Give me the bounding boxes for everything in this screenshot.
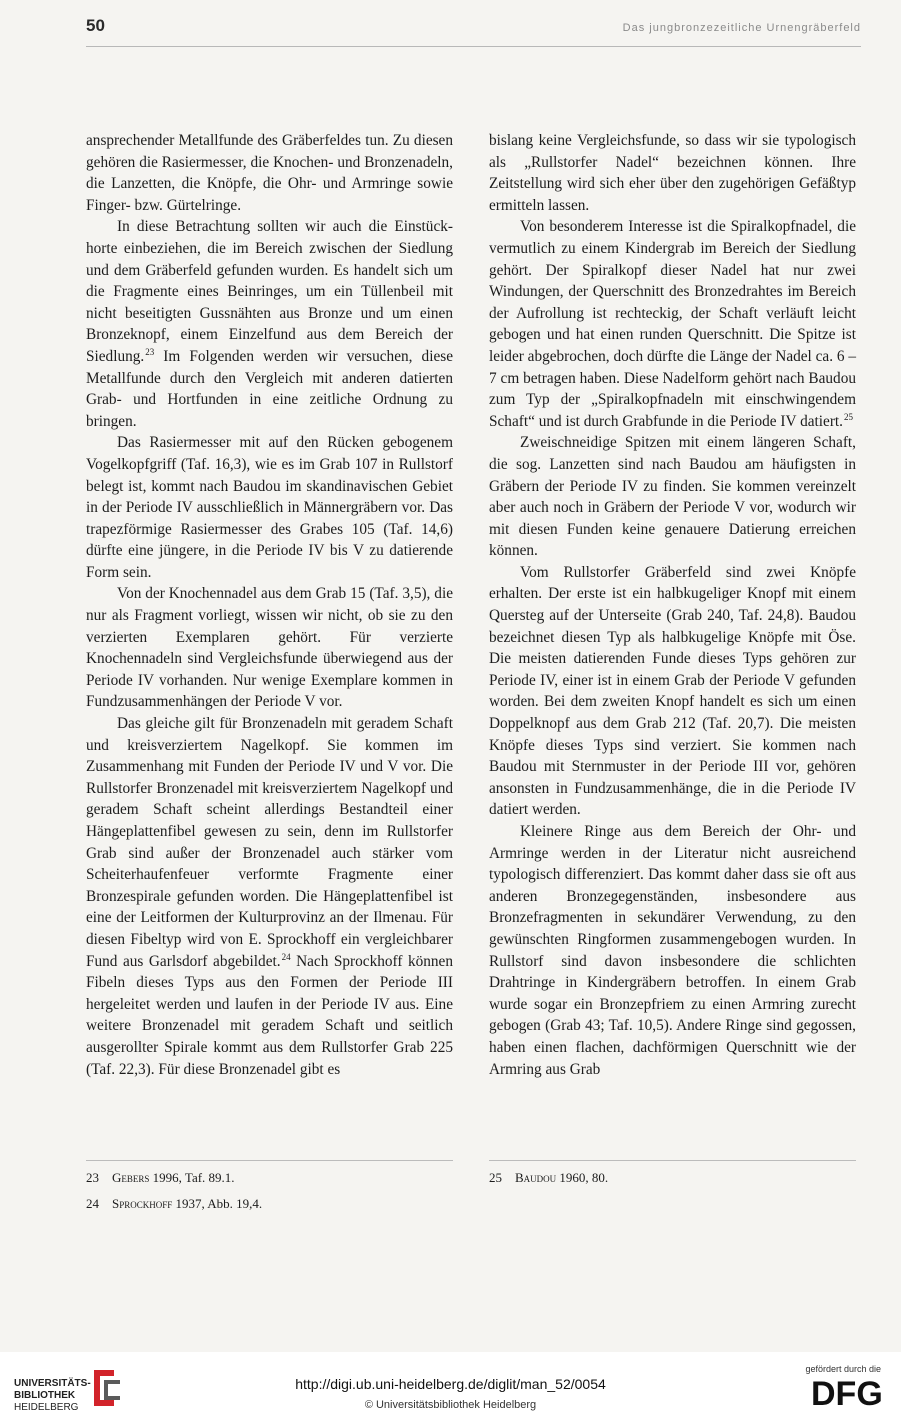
copyright-notice: © Universitätsbibliothek Heidelberg [364, 1399, 537, 1411]
footer-bar [0, 1352, 901, 1422]
page-number: 50 [86, 16, 105, 35]
paragraph: Das gleiche gilt für Bronzenadeln mit geradem Schaft und kreisverziertem Nagelkopf. Sie kommen im Zusammenhang mit Funden der Periode IV und V vor. Die Rullstorfer Bronzenadel mit kreisverziertem Nagelkopf und geradem Schaft scheint allerdings Bestandteil einer Hängeplattenfibel gewesen zu sein, denn im Rullstorfer Grab sind außer der Bronzenadel auch stärker vom Scheiterhaufenfeuer verformte Fragmente einer Bronzespirale gefunden worden. Die Hängeplattenfibel ist eine der Leitformen der Kulturprovinz an der Ilmenau. Für diesen Fibeltyp wird von E. Sprockhoff ein vergleichbarer Fund aus Garlsdorf abgebildet.$^{24}$ Nach Sprockhoff können Fibeln dieses Typs aus den Formen der Periode III hergeleitet werden und laufen in der Periode IV aus. Eine weitere Bronzenadel mit geradem Schaft und seitlich ausgerollter Spirale kommt aus dem Rullstorfer Grab 225 (Taf. 22,3). Für diese Bronzenadel gibt es [86, 715, 453, 1078]
footnote-marker[interactable]: 24 [281, 951, 291, 962]
paragraph: ansprechender Metallfunde des Gräberfeldes tun. Zu diesen gehören die Rasiermesser, die Knochen- und Bronzenadeln, die Lanzetten, die Knöpfe, die Ohr- und Armringe sowie Finger- bzw. Gürtelringe. [86, 132, 453, 214]
dfg-logo-text: DFG [811, 1376, 883, 1408]
footnote-rule [489, 1160, 856, 1161]
footnote-23: 23 Gebers 1996, Taf. 89.1. [86, 1170, 235, 1185]
dfg-logo-icon [811, 1376, 887, 1408]
paragraph: Von der Knochennadel aus dem Grab 15 (Taf. 3,5), die nur als Fragment vorliegt, wissen wir nicht, ob sie zu den verzierten Exemplaren gehört. Für verzierte Knochennadeln sind Vergleichsfunde überwiegend aus der Periode IV vorhanden. Nur wenige Exemplare kommen in Fundzusammenhängen der Periode V vor. [86, 585, 453, 711]
footnotes-right [489, 1168, 856, 1194]
paragraph: Von besonderem Interesse ist die Spiralkopfnadel, die vermutlich zu einem Kindergrab im Bereich der Siedlung gehört. Der Spiralkopf dieser Nadel hat nur zwei Windungen, der Querschnitt des Bronzedrahtes im Bereich der Aufrollung ist rechteckig, der Schaft verläuft leicht gebogen und hat einen runden Querschnitt. Die Spitze ist leider abgebrochen, doch dürfte die Länge der Nadel ca. 6 – 7 cm betragen haben. Diese Nadelform gehört nach Baudou zum Typ der „Spiralkopfnadeln mit einschwingendem Schaft“ und ist durch Grabfunde in die Periode IV datiert.$^{25}$ [489, 218, 856, 430]
paragraph: bislang keine Vergleichsfunde, so dass wir sie typologisch als „Rullstorfer Nadel“ bezeichnen können. Ihre Zeitstellung wird sich eher über den zugehörigen Gefäßtyp ermitteln lassen. [489, 132, 856, 214]
library-name: UNIVERSITÄTS- BIBLIOTHEK HEIDELBERG [14, 1378, 91, 1413]
footnote-marker[interactable]: 25 [844, 411, 853, 422]
funded-by-label: gefördert durch die [805, 1364, 881, 1374]
header-rule [86, 46, 861, 47]
left-column [86, 130, 453, 1080]
footer-url-link[interactable]: http://digi.ub.uni-heidelberg.de/diglit/man_52/0054 [295, 1376, 606, 1392]
paragraph: Das Rasiermesser mit auf den Rücken gebogenem Vogelkopfgriff (Taf. 16,3), wie es im Grab 107 in Rullstorf belegt ist, kommt nach Baudou im skandinavischen Gebiet in der Periode IV ausschließlich in Männergräbern vor. Das trapezförmige Rasiermesser des Grabes 105 (Taf. 14,6) dürfte eine jüngere, in die Periode IV bis V zu datierende Form sein. [86, 434, 453, 581]
footnote-marker[interactable]: 23 [145, 346, 155, 357]
paragraph: Zweischneidige Spitzen mit einem längeren Schaft, die sog. Lanzetten sind nach Baudou am häufigsten in Gräbern der Periode IV zu finden. Sie kommen vereinzelt aber auch noch in Gräbern der Periode V vor, wodurch wir mit diesen Funden keine genauere Datierung erreichen können. [489, 434, 856, 560]
paragraph: Kleinere Ringe aus dem Bereich der Ohr- und Armringe werden in der Literatur nicht ausreichend typologisch differenziert. Das kommt daher dass sie oft aus anderen Bronzegegenständen, insbesondere aus Bronzefragmenten in sekundärer Verwendung, zu den gewünschten Ringformen zusammengebogen wurden. In Rullstorf sind davon insbesondere die schlichten Drahtringe in Kindergräbern betroffen. In einem Grab wurde sogar ein Bronzepfriem zu einen Armring zurecht gebogen (Grab 43; Taf. 10,5). Andere Ringe sind gegossen, haben einen flachen, dachförmigen Querschnitt wie der Armring aus Grab [489, 823, 856, 1078]
running-title: Das jungbronzezeitliche Urnengräberfeld [622, 22, 861, 34]
paragraph: Vom Rullstorfer Gräberfeld sind zwei Knöpfe erhalten. Der erste ist ein halbkugeliger Knopf mit einem Quersteg auf der Unterseite (Grab 240, Taf. 24,8). Baudou bezeichnet diesen Typ als halbkugelige Knöpfe mit Öse. Die meisten datierenden Funde dieses Typs gehören zur Periode IV, einer ist in einem Grab der Periode V gefunden worden. Bei dem zweiten Knopf handelt es sich um einen Doppelknopf aus dem Grab 212 (Taf. 20,7). Die meisten Knöpfe dieses Typs sind verziert. Sie kommen nach Baudou mit Sternmuster in der Periode III vor, gehören ansonsten in Fundzusammenhänge, die in die Periode IV datiert werden. [489, 563, 856, 819]
right-column [489, 130, 856, 1080]
footnote-24: 24 Sprockhoff 1937, Abb. 19,4. [86, 1196, 263, 1211]
footnote-25: 25 Baudou 1960, 80. [489, 1170, 609, 1185]
footnote-rule [86, 1160, 453, 1161]
paragraph: In diese Betrachtung sollten wir auch die Einstückhorte einbeziehen, die im Bereich zwischen der Siedlung und dem Gräberfeld gefunden wurden. Es handelt sich um die Fragmente eines Beinringes, um ein Tüllenbeil mit nicht beseitigten Gussnähten aus Bronze und um einen Bronzeknopf, einem Einzelfund aus dem Bereich der Siedlung.$^{23}$ Im Folgenden werden wir versuchen, diese Metallfunde durch den Vergleich mit anderen datierten Grab- und Hortfunden in eine zeitliche Ordnung zu bringen. [86, 218, 453, 430]
footnotes-left [86, 1168, 453, 1220]
